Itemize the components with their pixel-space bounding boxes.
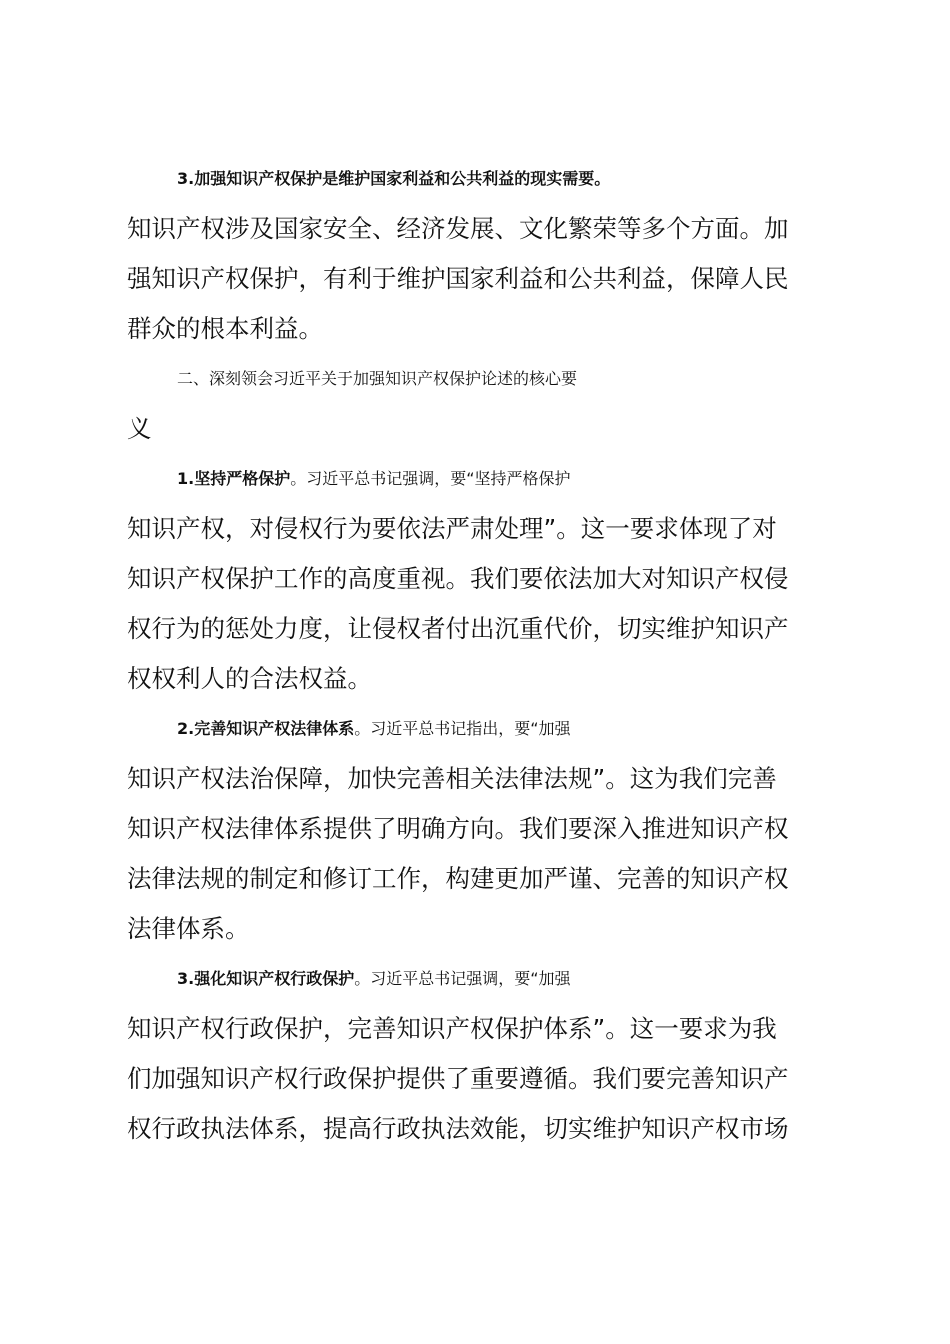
line-text: 二、深刻领会习近平关于加强知识产权保护论述的核心要 [177,369,578,388]
bold-heading: 1.坚持严格保护 [177,469,291,488]
line-text: 权行为的惩处力度，让侵权者付出沉重代价，切实维护知识产 [127,614,789,643]
line-text: 群众的根本利益。 [127,314,323,343]
bold-heading: 3.加强知识产权保护是维护国家利益和公共利益的现实需要。 [177,169,611,188]
paragraph-1-line-4 [127,304,847,354]
line-text: 法律体系。 [127,914,250,943]
line-text: 法律法规的制定和修订工作，构建更加严谨、完善的知识产权 [127,864,789,893]
paragraph-1-line-1 [177,154,897,204]
paragraph-1-line-3 [127,254,847,304]
paragraph-4-line-1 [177,704,897,754]
bold-heading: 3.强化知识产权行政保护 [177,969,355,988]
bold-heading: 2.完善知识产权法律体系 [177,719,355,738]
paragraph-3-line-5 [127,654,847,704]
line-text: 知识产权，对侵权行为要依法严肃处理”。这一要求体现了对 [127,514,777,543]
section-heading-line-1 [177,354,897,404]
paragraph-3-line-4 [127,604,847,654]
paragraph-5-line-1 [177,954,897,1004]
line-text: 知识产权法律体系提供了明确方向。我们要深入推进知识产权 [127,814,789,843]
paragraph-4-line-3 [127,804,847,854]
paragraph-5-line-3 [127,1054,847,1104]
paragraph-3-line-2 [127,504,847,554]
line-text: 。习近平总书记强调，要“加强 [354,969,571,988]
line-text: 知识产权行政保护，完善知识产权保护体系”。这一要求为我 [127,1014,777,1043]
line-text: 。习近平总书记强调，要“坚持严格保护 [290,469,571,488]
line-text: 知识产权涉及国家安全、经济发展、文化繁荣等多个方面。加 [127,214,789,243]
line-text: 强知识产权保护，有利于维护国家利益和公共利益，保障人民 [127,264,789,293]
line-text: 。习近平总书记指出，要“加强 [354,719,571,738]
line-text: 知识产权法治保障，加快完善相关法律法规”。这为我们完善 [127,764,777,793]
line-text: 义 [127,414,152,443]
paragraph-3-line-3 [127,554,847,604]
paragraph-3-line-1 [177,454,897,504]
paragraph-1-line-2 [127,204,847,254]
paragraph-5-line-4 [127,1104,847,1154]
line-text: 们加强知识产权行政保护提供了重要遵循。我们要完善知识产 [127,1064,789,1093]
line-text: 权权利人的合法权益。 [127,664,372,693]
paragraph-4-line-4 [127,854,847,904]
paragraph-5-line-2 [127,1004,847,1054]
paragraph-4-line-5 [127,904,847,954]
line-text: 知识产权保护工作的高度重视。我们要依法加大对知识产权侵 [127,564,789,593]
section-heading-line-2 [127,404,847,454]
line-text: 权行政执法体系，提高行政执法效能，切实维护知识产权市场 [127,1114,789,1143]
paragraph-4-line-2 [127,754,847,804]
